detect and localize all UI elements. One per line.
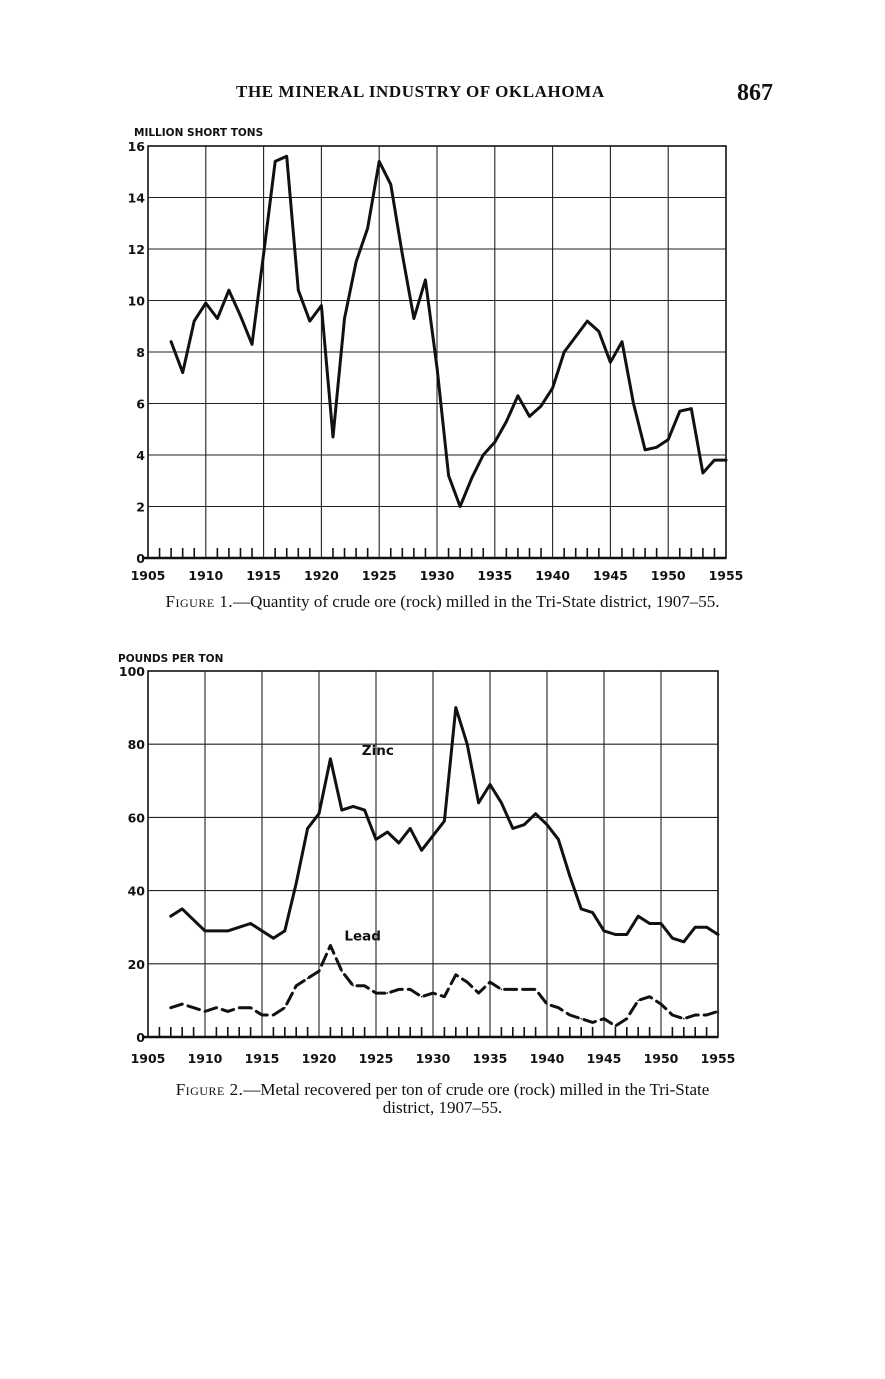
data-point (621, 341, 623, 343)
x-tick-label: 1905 (130, 1051, 166, 1066)
data-point (295, 882, 297, 884)
data-point (318, 813, 320, 815)
data-point (387, 831, 389, 833)
data-point (240, 315, 242, 317)
data-point (193, 919, 195, 921)
data-point (633, 403, 635, 405)
data-point (228, 289, 230, 291)
data-point (683, 941, 685, 943)
data-point (250, 1007, 252, 1009)
data-point (375, 992, 377, 994)
data-point (523, 824, 525, 826)
chart-2 (118, 653, 735, 1066)
data-point (193, 320, 195, 322)
data-point (425, 279, 427, 281)
data-point (273, 937, 275, 939)
data-point (181, 908, 183, 910)
data-point (535, 813, 537, 815)
data-point (332, 436, 334, 438)
page-number: 867 (737, 80, 773, 106)
series-label-zinc: Zinc (361, 742, 394, 759)
data-point (459, 506, 461, 508)
data-point (330, 945, 332, 947)
series-line-lead (171, 946, 718, 1027)
data-point (402, 253, 404, 255)
y-axis-label: POUNDS PER TON (118, 653, 224, 665)
data-point (529, 416, 531, 418)
data-point (409, 989, 411, 991)
y-tick-label: 40 (127, 883, 145, 899)
data-point (284, 1007, 286, 1009)
data-point (656, 446, 658, 448)
data-point (563, 351, 565, 353)
y-tick-label: 0 (136, 1030, 145, 1045)
data-point (261, 1014, 263, 1016)
y-tick-label: 16 (127, 139, 145, 154)
data-point (615, 1025, 617, 1027)
data-point (205, 302, 207, 304)
y-tick-label: 80 (127, 737, 145, 753)
data-point (558, 839, 560, 841)
data-point (660, 923, 662, 925)
y-tick-label: 20 (127, 956, 145, 972)
data-point (455, 974, 457, 976)
data-point (694, 1014, 696, 1016)
data-point (725, 459, 727, 461)
data-point (341, 809, 343, 811)
data-point (501, 802, 503, 804)
y-axis-label: MILLION SHORT TONS (134, 127, 264, 139)
data-point (238, 926, 240, 928)
data-point (297, 289, 299, 291)
data-point (204, 1011, 206, 1013)
data-point (227, 1011, 229, 1013)
x-tick-label: 1955 (708, 568, 744, 583)
data-point (227, 930, 229, 932)
y-tick-label: 12 (127, 242, 145, 257)
data-point (341, 970, 343, 972)
data-point (421, 996, 423, 998)
data-point (238, 1007, 240, 1009)
data-point (309, 320, 311, 322)
data-point (478, 992, 480, 994)
data-point (367, 228, 369, 230)
data-point (409, 828, 411, 830)
data-point (535, 989, 537, 991)
data-point (501, 989, 503, 991)
data-point (592, 912, 594, 914)
data-point (586, 320, 588, 322)
x-tick-label: 1935 (472, 1051, 508, 1066)
x-tick-label: 1945 (586, 1051, 622, 1066)
data-point (575, 336, 577, 338)
data-point (649, 923, 651, 925)
data-point (344, 318, 346, 320)
data-point (717, 1011, 719, 1013)
x-tick-label: 1950 (643, 1051, 679, 1066)
x-tick-label: 1940 (535, 568, 570, 583)
x-tick-label: 1915 (244, 1051, 280, 1066)
data-point (182, 372, 184, 374)
data-point (318, 970, 320, 972)
figure-2-caption-text: —Metal recovered per ton of crude ore (rock) milled in the Tri-State (243, 1080, 710, 1099)
data-point (672, 937, 674, 939)
data-point (569, 1014, 571, 1016)
data-point (444, 820, 446, 822)
x-tick-label: 1930 (415, 1051, 451, 1066)
x-tick-label: 1910 (188, 568, 224, 583)
figure-2-caption (70, 1081, 815, 1117)
data-point (216, 930, 218, 932)
figure-1-caption-text: —Quantity of crude ore (rock) milled in the Tri-State district, 1907–55. (233, 592, 720, 611)
data-point (580, 908, 582, 910)
data-point (307, 828, 309, 830)
data-point (181, 1003, 183, 1005)
series-line-zinc (171, 708, 718, 942)
figure-2-caption-line2: district, 1907–55. (382, 1098, 503, 1117)
data-point (284, 930, 286, 932)
data-point (478, 802, 480, 804)
data-point (603, 1018, 605, 1020)
data-point (261, 930, 263, 932)
data-point (170, 915, 172, 917)
data-point (263, 253, 265, 255)
data-point (307, 978, 309, 980)
y-tick-label: 60 (127, 810, 145, 826)
x-tick-label: 1950 (650, 568, 686, 583)
data-point (679, 410, 681, 412)
data-point (494, 441, 496, 443)
data-point (251, 343, 253, 345)
data-point (546, 1003, 548, 1005)
data-point (387, 992, 389, 994)
y-tick-label: 2 (136, 499, 145, 515)
series-label-lead: Lead (344, 928, 381, 945)
data-point (398, 989, 400, 991)
y-tick-label: 100 (118, 664, 145, 679)
data-point (352, 985, 354, 987)
data-point (432, 835, 434, 837)
y-tick-label: 8 (136, 345, 145, 360)
data-point (615, 934, 617, 936)
data-point (330, 758, 332, 760)
data-point (413, 318, 415, 320)
x-tick-label: 1925 (361, 568, 397, 583)
y-tick-label: 14 (127, 190, 145, 206)
data-point (217, 318, 219, 320)
data-point (193, 1007, 195, 1009)
running-head: THE MINERAL INDUSTRY OF OKLAHOMA (236, 82, 605, 101)
data-point (352, 806, 354, 808)
x-tick-label: 1910 (187, 1051, 223, 1066)
data-point (466, 743, 468, 745)
data-point (355, 261, 357, 263)
data-point (691, 408, 693, 410)
data-point (286, 156, 288, 158)
data-point (250, 923, 252, 925)
x-tick-label: 1955 (700, 1051, 736, 1066)
data-point (546, 824, 548, 826)
data-point (717, 934, 719, 936)
figure-1-caption (70, 592, 815, 612)
x-tick-label: 1915 (246, 568, 281, 583)
data-point (204, 930, 206, 932)
data-point (558, 1007, 560, 1009)
data-point (378, 161, 380, 163)
data-point (512, 989, 514, 991)
data-point (444, 996, 446, 998)
data-point (683, 1018, 685, 1020)
data-point (273, 1014, 275, 1016)
x-tick-label: 1940 (529, 1051, 565, 1066)
data-point (626, 934, 628, 936)
data-point (694, 926, 696, 928)
data-point (466, 981, 468, 983)
x-tick-label: 1945 (593, 568, 628, 583)
data-point (375, 839, 377, 841)
data-point (471, 477, 473, 479)
data-point (626, 1018, 628, 1020)
data-point (644, 449, 646, 451)
data-point (364, 809, 366, 811)
data-point (448, 475, 450, 477)
data-point (702, 472, 704, 474)
x-tick-label: 1935 (477, 568, 513, 583)
data-point (390, 184, 392, 186)
x-tick-label: 1930 (419, 568, 455, 583)
data-point (637, 915, 639, 917)
data-point (552, 387, 554, 389)
data-point (455, 707, 457, 709)
data-point (506, 421, 508, 423)
data-point (672, 1014, 674, 1016)
data-point (512, 828, 514, 830)
data-point (321, 305, 323, 307)
data-point (592, 1022, 594, 1024)
chart-1 (128, 127, 744, 583)
y-tick-label: 4 (136, 448, 145, 463)
data-point (274, 161, 276, 163)
data-point (667, 439, 669, 441)
data-point (436, 367, 438, 369)
data-point (216, 1007, 218, 1009)
data-point (295, 985, 297, 987)
data-point (598, 331, 600, 333)
data-point (421, 850, 423, 852)
data-point (540, 405, 542, 407)
y-tick-label: 0 (136, 551, 145, 566)
figure-1-caption-label: Figure 1. (165, 592, 234, 611)
data-point (569, 875, 571, 877)
data-point (517, 395, 519, 397)
x-tick-label: 1920 (301, 1051, 337, 1066)
data-point (489, 981, 491, 983)
data-point (482, 454, 484, 456)
data-point (610, 362, 612, 364)
data-point (649, 996, 651, 998)
data-point (706, 926, 708, 928)
figure-2-caption-label: Figure 2. (175, 1080, 244, 1099)
data-point (660, 1003, 662, 1005)
data-point (432, 992, 434, 994)
data-point (603, 930, 605, 932)
series-line-1 (171, 156, 726, 506)
data-point (489, 784, 491, 786)
data-point (523, 989, 525, 991)
data-point (398, 842, 400, 844)
data-point (706, 1014, 708, 1016)
data-point (580, 1018, 582, 1020)
y-tick-label: 10 (127, 293, 145, 309)
x-tick-label: 1920 (304, 568, 339, 583)
y-tick-label: 6 (136, 396, 145, 412)
x-tick-label: 1925 (358, 1051, 394, 1066)
x-tick-label: 1905 (130, 568, 166, 583)
data-point (170, 1007, 172, 1009)
data-point (364, 985, 366, 987)
data-point (170, 341, 172, 343)
data-point (637, 1000, 639, 1002)
data-point (714, 459, 716, 461)
